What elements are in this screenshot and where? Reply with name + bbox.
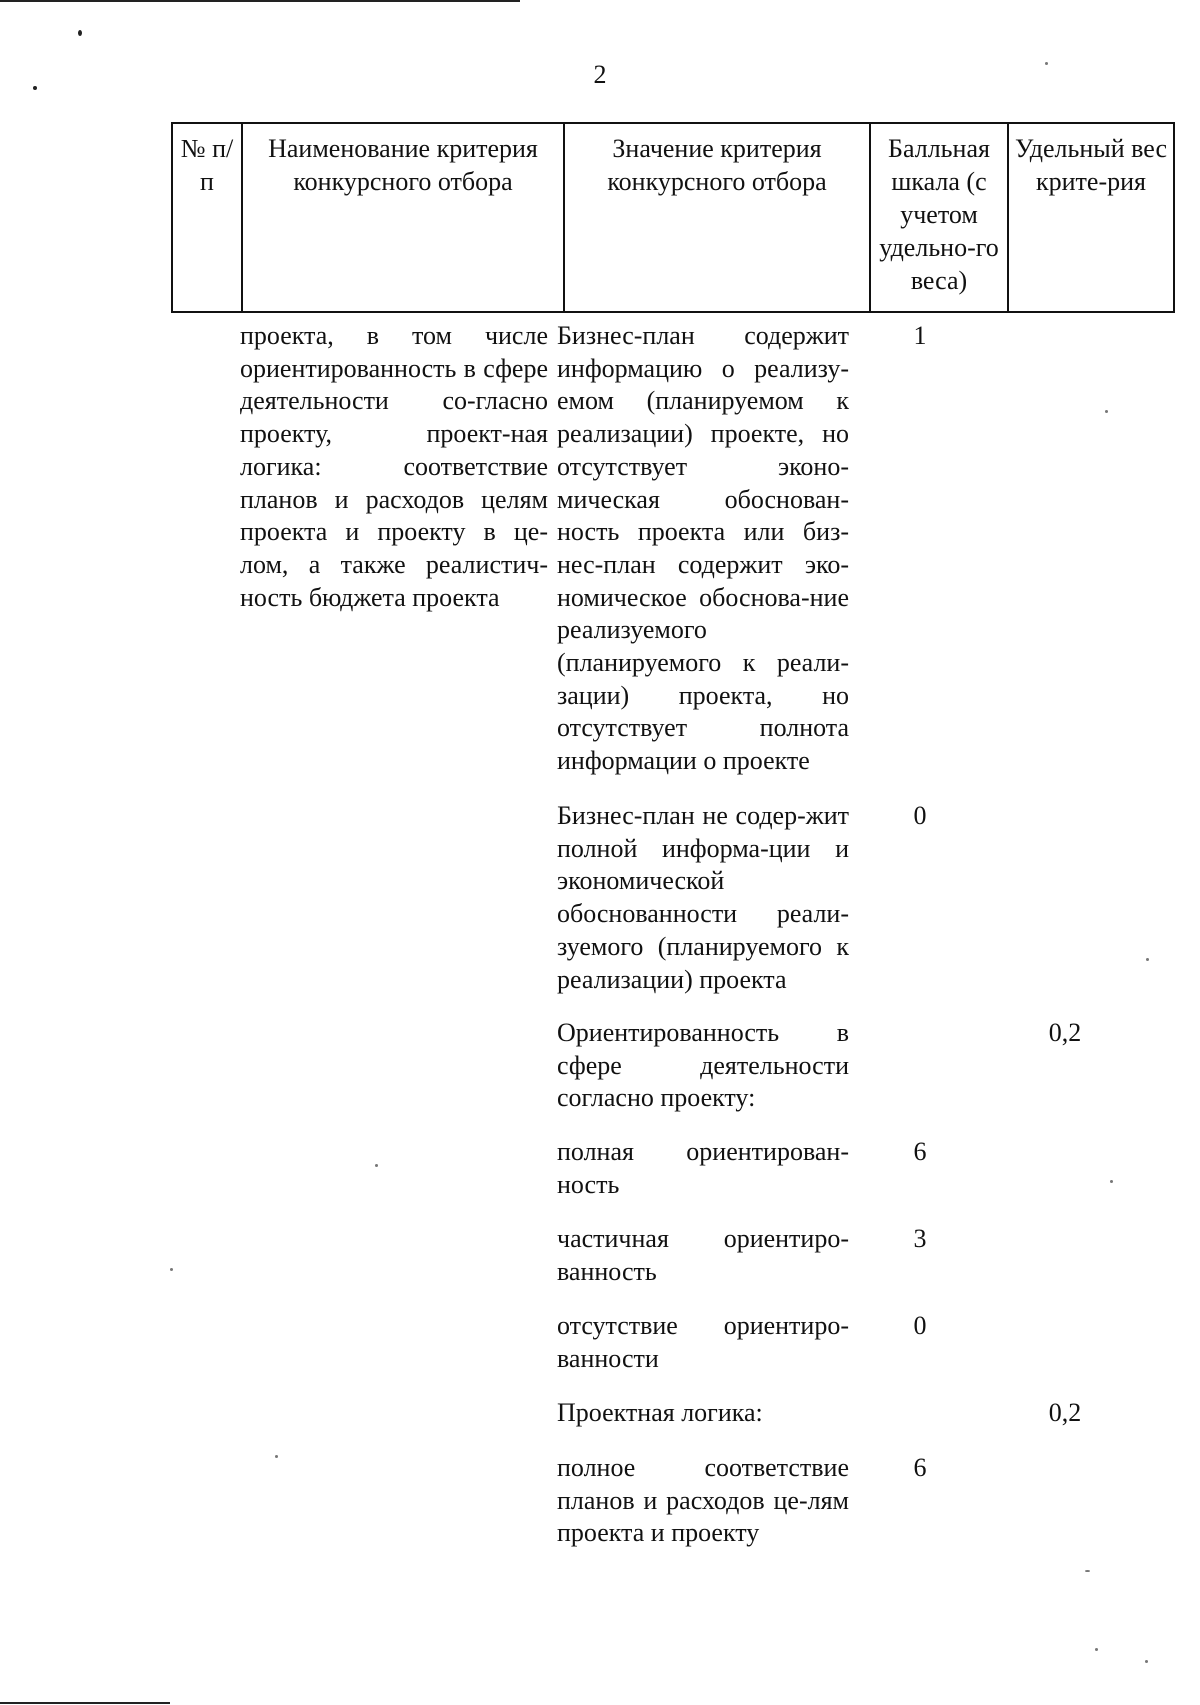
- header-weight: Удельный вес крите-рия: [1008, 123, 1174, 312]
- scan-speck: [1105, 410, 1108, 413]
- criterion-value-row: отсутствие ориентиро-ванности: [557, 1311, 849, 1373]
- weight-value: 0,2: [1048, 1018, 1082, 1047]
- criterion-value-row: Проектная логика:: [557, 1398, 763, 1427]
- score-value: 3: [913, 1224, 927, 1253]
- criterion-value-row: полная ориентирован-ность: [557, 1137, 849, 1199]
- score-value: 6: [913, 1453, 927, 1482]
- page-number: 2: [593, 60, 607, 89]
- scan-edge-top: [0, 0, 520, 2]
- scan-speck: [1146, 958, 1149, 961]
- criterion-value-row: Бизнес-план не содер-жит полной информа-ции и экономической обоснованности реали-зуемого (планируемого к реализации) проекта: [557, 801, 849, 994]
- scan-speck: [275, 1455, 278, 1458]
- criteria-table-header: [171, 122, 1175, 313]
- scan-speck: [78, 30, 82, 36]
- scan-speck: [1085, 1570, 1090, 1572]
- score-value: 0: [913, 801, 927, 830]
- score-value: 6: [913, 1137, 927, 1166]
- header-score-scale: Балльная шкала (с учетом удельно-го веса): [870, 123, 1008, 312]
- score-value: 0: [913, 1311, 927, 1340]
- criterion-value-row: Бизнес-план содержит информацию о реализу-емом (планируемом к реализации) проекте, но отсутствует эконо-мическая обоснован-ность проекта или биз-нес-план содержит эко-номическое обоснова-ние реализуемого (планируемого к реали-зации) проекта, но отсутствует полнота информации о проекте: [557, 321, 849, 776]
- header-criterion-value: Значение критерия конкурсного отбора: [564, 123, 870, 312]
- criterion-value-row: Ориентированность в сфере деятельности согласно проекту:: [557, 1018, 849, 1113]
- header-num: № п/п: [172, 123, 242, 312]
- criterion-value-row: частичная ориентиро-ванность: [557, 1224, 849, 1286]
- criterion-value-row: полное соответствие планов и расходов це-лям проекта и проекту: [557, 1453, 849, 1548]
- weight-value: 0,2: [1048, 1398, 1082, 1427]
- scan-speck: [170, 1268, 173, 1271]
- score-value: 1: [913, 321, 927, 350]
- scan-speck: [1145, 1660, 1148, 1663]
- scan-speck: [375, 1164, 378, 1167]
- scan-edge-bottom: [0, 1702, 170, 1704]
- criterion-name-text: проекта, в том числе ориентированность в сфере деятельности со-гласно проекту, проект-ная логика: соответствие планов и расходов целям проекта и проекту в це-лом, а также реалистич-ность бюджета проекта: [240, 321, 548, 612]
- header-criterion-name: Наименование критерия конкурсного отбора: [242, 123, 564, 312]
- header-row: [172, 123, 1174, 312]
- scan-speck: [1110, 1180, 1113, 1183]
- scan-speck: [1095, 1648, 1098, 1651]
